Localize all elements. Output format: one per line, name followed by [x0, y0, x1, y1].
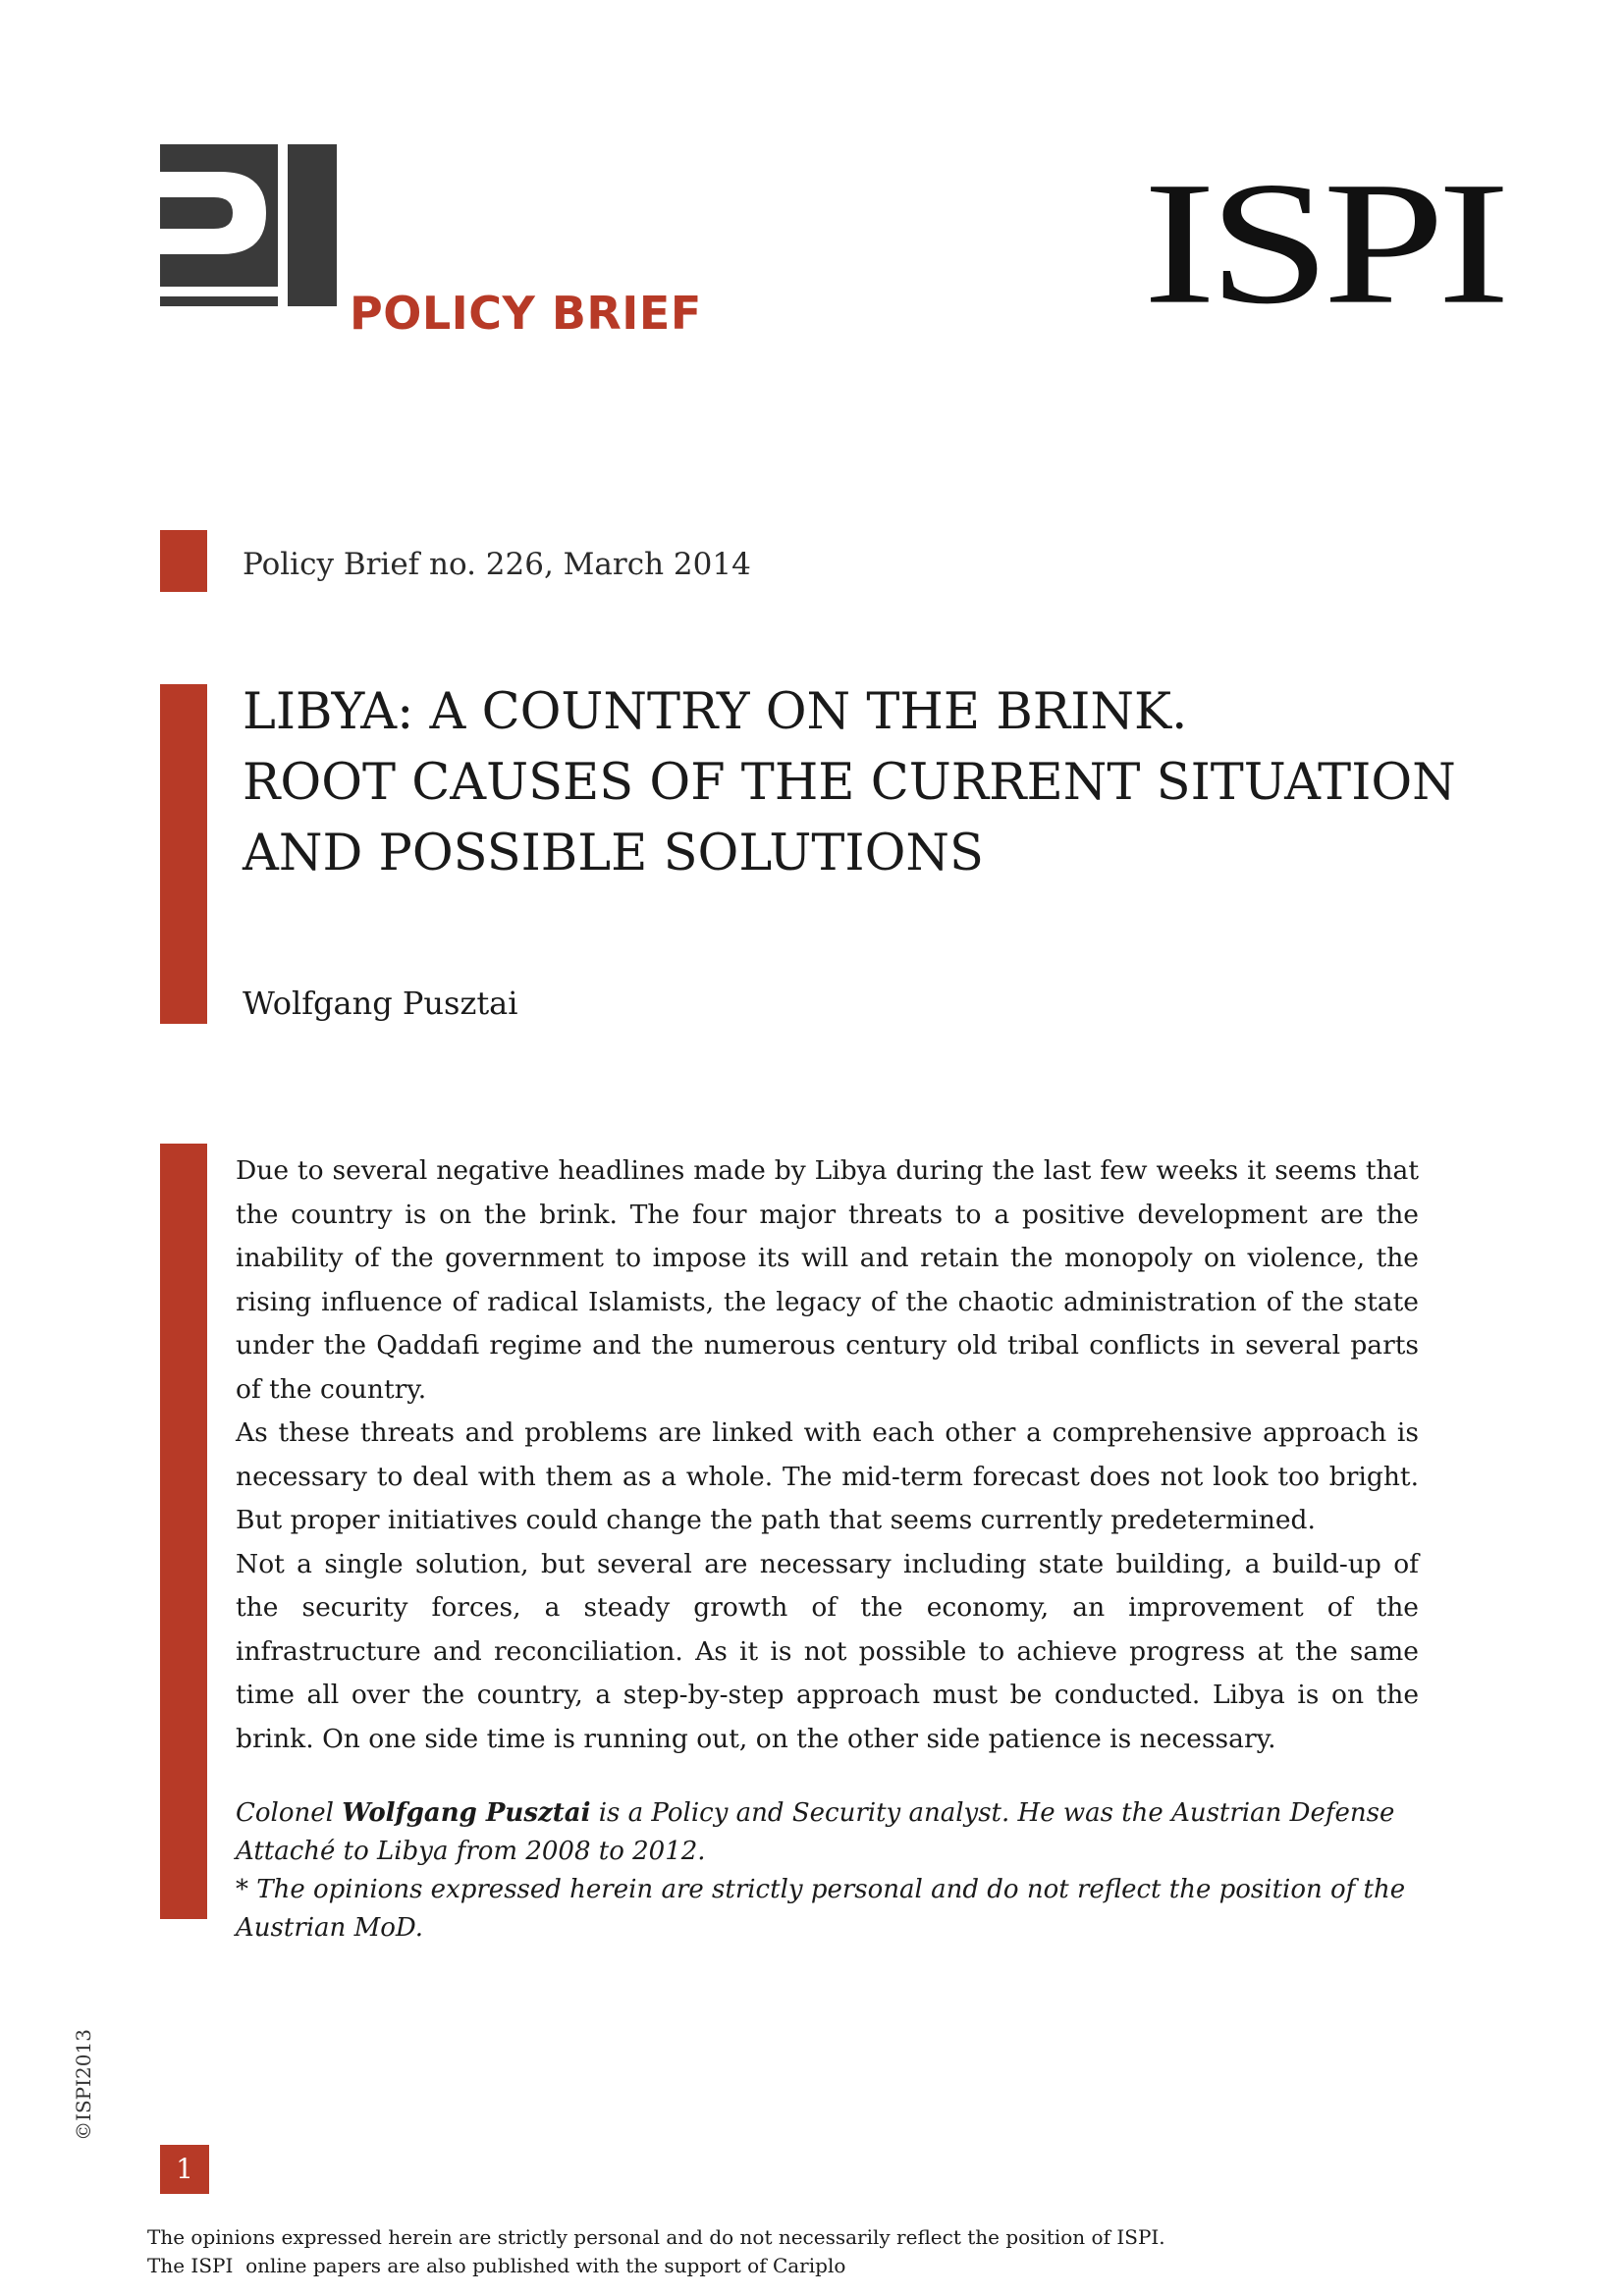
- bio-suffix: is a Policy and Security analyst. He was the Austrian Defense Attaché to Libya from 2008 to 2012.: [236, 1798, 1395, 1866]
- title-line: AND POSSIBLE SOLUTIONS: [243, 825, 984, 882]
- bio-note: * The opinions expressed herein are strictly personal and do not reflect the position of the Austrian MoD.: [236, 1875, 1406, 1943]
- bio-author-name: Wolfgang Pusztai: [342, 1798, 591, 1828]
- ispi-logo: ISPI: [1143, 145, 1503, 341]
- abstract-paragraph: Due to several negative headlines made by Libya during the last few weeks it seems that the country is on the brink. The four major threats to a positive development are the inability of the government to impose its will and retain the monopoly on violence, the rising influence of radical Islamists, the legacy of the chaotic administration of the state under the Qaddafi regime and the numerous century old tribal conflicts in several parts of the country.: [236, 1155, 1419, 1405]
- accent-bar-abstract: [160, 1144, 207, 1919]
- footer: [147, 2223, 1165, 2280]
- accent-bar-title: [160, 684, 207, 1024]
- policy-brief-label: POLICY BRIEF: [350, 287, 702, 340]
- abstract-paragraph: As these threats and problems are linked with each other a comprehensive approach is necessary to deal with them as a whole. The mid-term forecast does not look too bright. But proper initiatives could change the path that seems currently predetermined.: [236, 1417, 1419, 1535]
- abstract: [236, 1149, 1419, 1761]
- copyright-vertical: ©ISPI2013: [72, 2029, 95, 2141]
- footer-line: The opinions expressed herein are strictly personal and do not necessarily reflect the position of ISPI.: [147, 2225, 1165, 2249]
- ispi-p-logo-mark: [160, 144, 337, 306]
- footer-line: The ISPI online papers are also published with the support of Cariplo: [147, 2254, 846, 2277]
- abstract-paragraph: Not a single solution, but several are necessary including state building, a build-up of the security forces, a steady growth of the economy, an improvement of the infrastructure and reconciliation. As it is not possible to achieve progress at the same time all over the country, a step-by-step approach must be conducted. Libya is on the brink. On one side time is running out, on the other side patience is necessary.: [236, 1548, 1419, 1754]
- bio-line: [236, 1794, 1443, 1871]
- title-line: ROOT CAUSES OF THE CURRENT SITUATION: [243, 754, 1456, 812]
- brief-number-date: Policy Brief no. 226, March 2014: [243, 547, 751, 582]
- page-number: 1: [176, 2153, 193, 2185]
- author-name: Wolfgang Pusztai: [243, 985, 518, 1022]
- author-bio: [236, 1794, 1443, 1948]
- title-line: LIBYA: A COUNTRY ON THE BRINK.: [243, 683, 1188, 741]
- accent-bar-meta: [160, 530, 207, 592]
- document-title: [243, 677, 1456, 889]
- bio-prefix: Colonel: [236, 1798, 343, 1828]
